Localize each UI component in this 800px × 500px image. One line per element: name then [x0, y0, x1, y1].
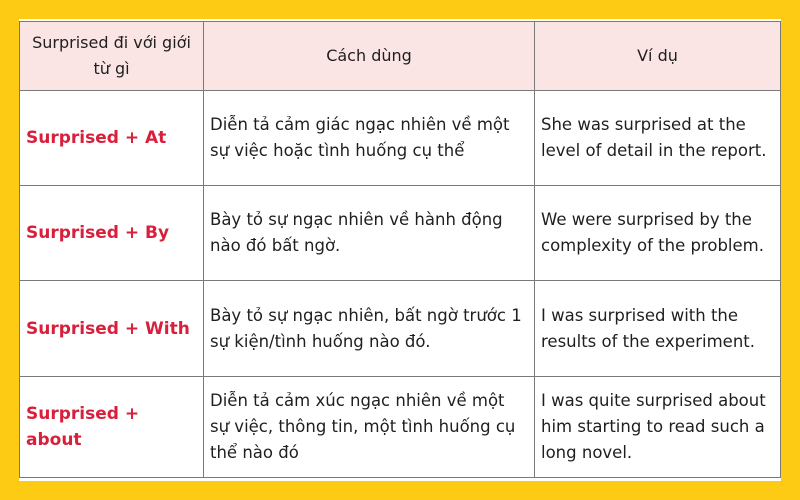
- term-cell: Surprised + By: [20, 186, 204, 281]
- table-row: [20, 377, 781, 478]
- term-cell: Surprised + about: [20, 377, 204, 478]
- term-cell: Surprised + At: [20, 91, 204, 186]
- header-example: Ví dụ: [535, 22, 781, 91]
- usage-cell: Diễn tả cảm xúc ngạc nhiên về một sự việc, thông tin, một tình huống cụ thể nào đó: [204, 377, 535, 478]
- example-cell: I was quite surprised about him starting to read such a long novel.: [535, 377, 781, 478]
- usage-cell: Bày tỏ sự ngạc nhiên, bất ngờ trước 1 sự kiện/tình huống nào đó.: [204, 281, 535, 377]
- header-preposition: Surprised đi với giới từ gì: [20, 22, 204, 91]
- table-row: [20, 91, 781, 186]
- usage-cell: Bày tỏ sự ngạc nhiên về hành động nào đó bất ngờ.: [204, 186, 535, 281]
- table-row: [20, 281, 781, 377]
- header-usage: Cách dùng: [204, 22, 535, 91]
- example-cell: She was surprised at the level of detail in the report.: [535, 91, 781, 186]
- table-row: [20, 186, 781, 281]
- example-cell: I was surprised with the results of the experiment.: [535, 281, 781, 377]
- preposition-table: [19, 21, 781, 478]
- table-header-row: [20, 22, 781, 91]
- usage-cell: Diễn tả cảm giác ngạc nhiên về một sự việc hoặc tình huống cụ thể: [204, 91, 535, 186]
- example-cell: We were surprised by the complexity of the problem.: [535, 186, 781, 281]
- term-cell: Surprised + With: [20, 281, 204, 377]
